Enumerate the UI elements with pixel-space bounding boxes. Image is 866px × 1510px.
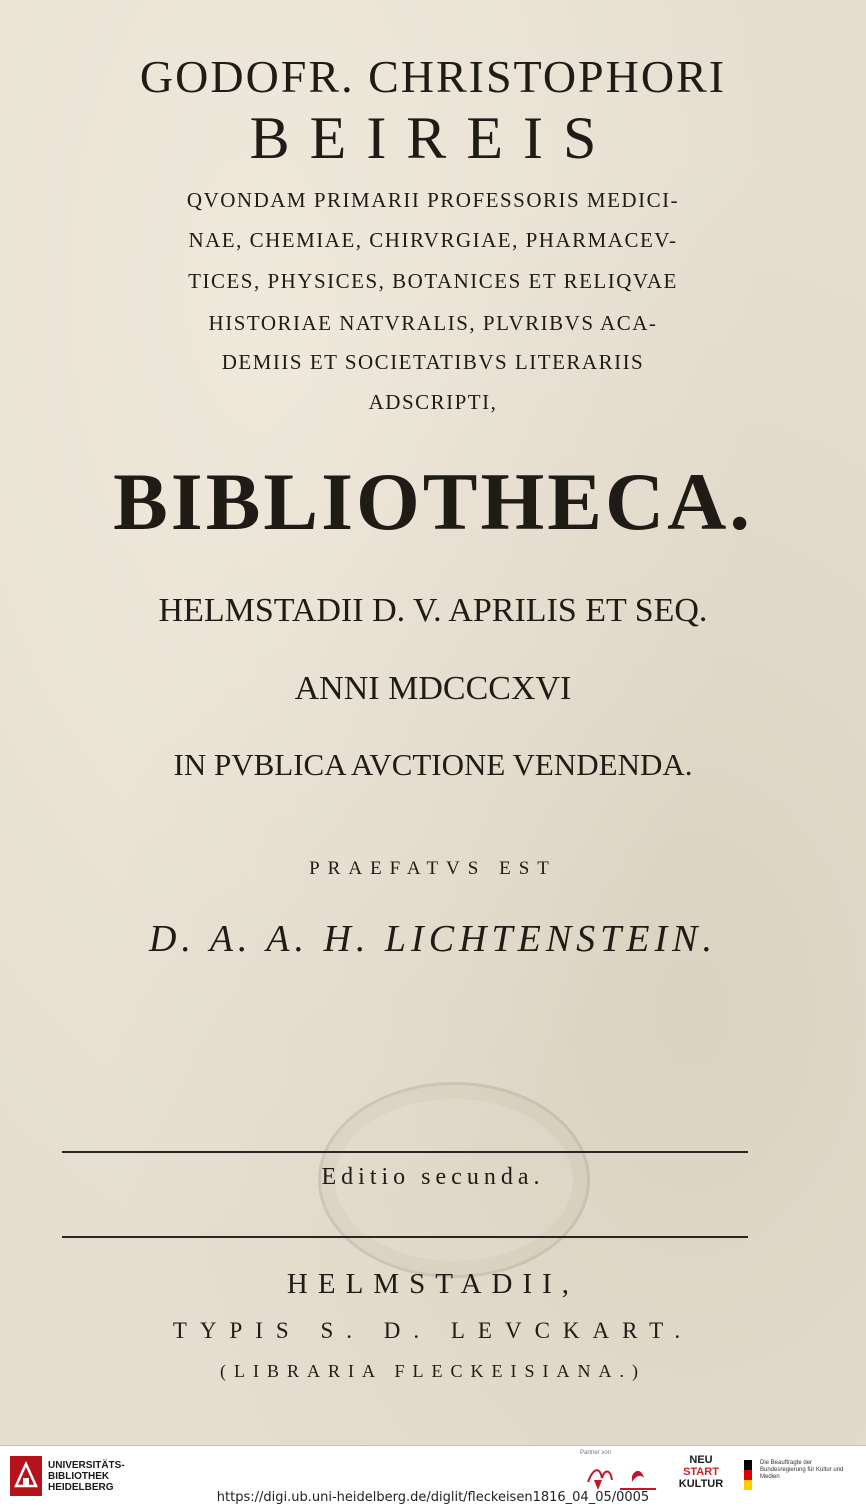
german-flag-icon <box>744 1460 752 1490</box>
year-line: ANNI MDCCCXVI <box>294 670 572 707</box>
description-line: HISTORIAE NATVRALIS, PLVRIBVS ACA- <box>208 311 658 335</box>
main-title: BIBLIOTHECA. <box>113 456 753 547</box>
description-line: NAE, CHEMIAE, CHIRVRGIAE, PHARMACEV- <box>188 228 678 252</box>
edition-line: Editio secunda. <box>321 1164 545 1190</box>
bookstore-line: (LIBRARIA FLECKEISIANA.) <box>220 1361 646 1381</box>
auction-line: IN PVBLICA AVCTIONE VENDENDA. <box>173 747 693 782</box>
federal-government-text: Die Beauftragte der Bundesregierung für Kultur und Medien <box>760 1460 844 1480</box>
printer-line: TYPIS S. D. LEVCKART. <box>172 1318 694 1343</box>
library-name: UNIVERSITÄTS- BIBLIOTHEK HEIDELBERG <box>48 1460 125 1493</box>
partner-logo-icon[interactable] <box>580 1460 660 1494</box>
author-name-line-1: GODOFR. CHRISTOPHORI <box>139 51 727 102</box>
description-line: QVONDAM PRIMARII PROFESSORIS MEDICI- <box>186 188 680 212</box>
place-date-line: HELMSTADII D. V. APRILIS ET SEQ. <box>158 592 708 629</box>
permalink-url[interactable]: https://digi.ub.uni-heidelberg.de/diglit/fleckeisen1816_04_05/0005 <box>216 1490 650 1505</box>
neustart-kultur-logo[interactable]: NEU START KULTUR <box>678 1454 724 1490</box>
description-line: ADSCRIPTI, <box>368 390 498 414</box>
editor-name: D. A. A. H. LICHTENSTEIN. <box>148 918 718 960</box>
imprint-city: HELMSTADII, <box>286 1268 580 1300</box>
divider-rule <box>62 1151 748 1153</box>
author-surname: BEIREIS <box>249 105 617 171</box>
description-line: DEMIIS ET SOCIETATIBVS LITERARIIS <box>221 350 645 374</box>
partner-label: Partner von <box>580 1450 612 1456</box>
divider-rule <box>62 1236 748 1238</box>
description-line: TICES, PHYSICES, BOTANICES ET RELIQVAE <box>188 269 678 293</box>
preface-label: PRAEFATVS EST <box>309 858 557 879</box>
